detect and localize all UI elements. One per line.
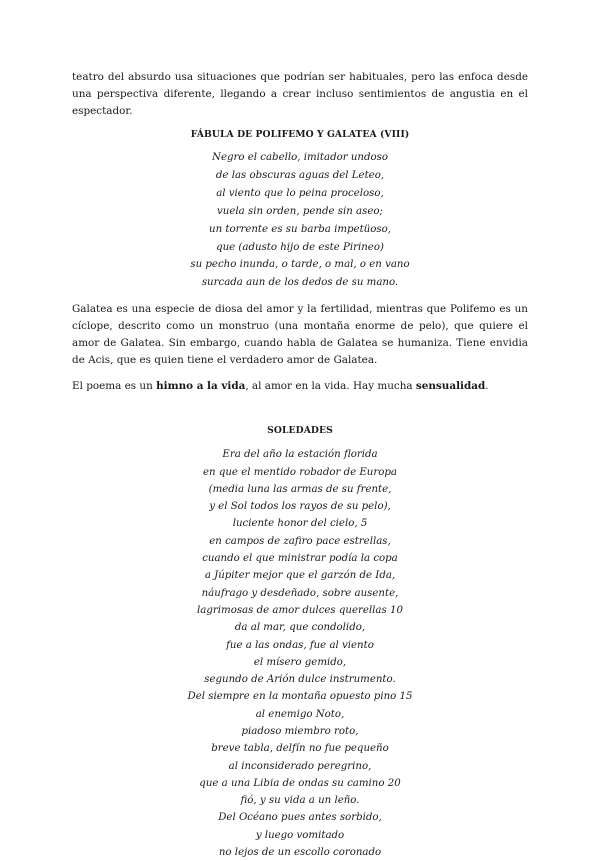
poem-line: fue a las ondas, fue al viento xyxy=(226,639,374,651)
poem-line: fió, y su vida a un leño. xyxy=(240,795,360,807)
summary-middle: , al amor en la vida. Hay mucha xyxy=(245,380,416,393)
poem-line: al enemigo Noto, xyxy=(255,708,345,720)
poem-line: lagrimosas de amor dulces querellas 10 xyxy=(197,604,403,616)
summary-suffix: . xyxy=(485,380,489,393)
poem-line: de las obscuras aguas del Leteo, xyxy=(215,169,385,181)
poem-line: un torrente es su barba impetüoso, xyxy=(209,223,391,235)
poem-line: a Júpiter mejor que el garzón de Ida, xyxy=(204,570,396,582)
poem-line: que a una Libia de ondas su camino 20 xyxy=(199,777,401,789)
summary-paragraph xyxy=(72,378,528,395)
poem-line: el mísero gemido, xyxy=(253,656,347,668)
poem-line: que (adusto hijo de este Pirineo) xyxy=(216,241,384,253)
poem-line: en campos de zafiro pace estrellas, xyxy=(209,535,391,547)
intro-paragraph: teatro del absurdo usa situaciones que podrían ser habituales, pero las enfoca desde una perspectiva diferente, llegando a crear incluso sentimientos de angustia en el espectador. xyxy=(72,71,528,117)
poem-line: luciente honor del cielo, 5 xyxy=(232,518,368,530)
poem-line: su pecho inunda, o tarde, o mal, o en vano xyxy=(190,259,410,271)
poem-line: al viento que lo peina proceloso, xyxy=(216,187,384,199)
section-heading-soledades: SOLEDADES xyxy=(267,425,333,437)
poem-line: y luego vomitado xyxy=(255,829,345,841)
poem-line: cuando el que ministrar podía la copa xyxy=(202,553,398,565)
poem-line: al inconsiderado peregrino, xyxy=(228,760,372,772)
poem-line: da al mar, que condolido, xyxy=(234,622,366,634)
poem-line: segundo de Arión dulce instrumento. xyxy=(204,674,396,686)
poem-line: piadoso miembro roto, xyxy=(241,726,359,737)
section-heading-polifemo: FÁBULA DE POLIFEMO Y GALATEA (VIII) xyxy=(190,129,410,140)
poem-line: surcada aun de los dedos de su mano. xyxy=(201,277,399,289)
poem-line: vuela sin orden, pende sin aseo; xyxy=(217,205,383,217)
document-page xyxy=(72,69,528,861)
poem-line: (media luna las armas de su frente, xyxy=(208,483,392,495)
summary-prefix: El poema es un xyxy=(72,380,157,393)
summary-bold-sensualidad: sensualidad xyxy=(415,380,486,393)
paragraph-galatea: Galatea es una especie de diosa del amor y la fertilidad, mientras que Polifemo es un cíclope, descrito como un monstruo (una montaña enorme de pelo), que quiere el amor de Galatea. Sin embargo, cuando habla de Galatea se humaniza. Tiene envidia de Acis, que es quien tiene el verdadero amor de Galatea. xyxy=(72,303,528,367)
poem-line: no lejos de un escollo coronado xyxy=(218,847,382,859)
poem-line: en que el mentido robador de Europa xyxy=(203,466,397,478)
poem-line: Del siempre en la montaña opuesto pino 15 xyxy=(187,691,413,703)
summary-bold-himno: himno a la vida xyxy=(156,380,246,393)
poem-line: y el Sol todos los rayos de su pelo), xyxy=(209,501,391,513)
poem-soledades xyxy=(72,446,528,861)
poem-line: Era del año la estación florida xyxy=(222,449,378,461)
poem-line: Del Océano pues antes sorbido, xyxy=(218,812,382,824)
poem-line: Negro el cabello, imitador undoso xyxy=(212,152,388,163)
poem-polifemo xyxy=(72,149,528,292)
poem-line: breve tabla, delfín no fue pequeño xyxy=(211,743,389,755)
poem-line: náufrago y desdeñado, sobre ausente, xyxy=(201,587,399,599)
